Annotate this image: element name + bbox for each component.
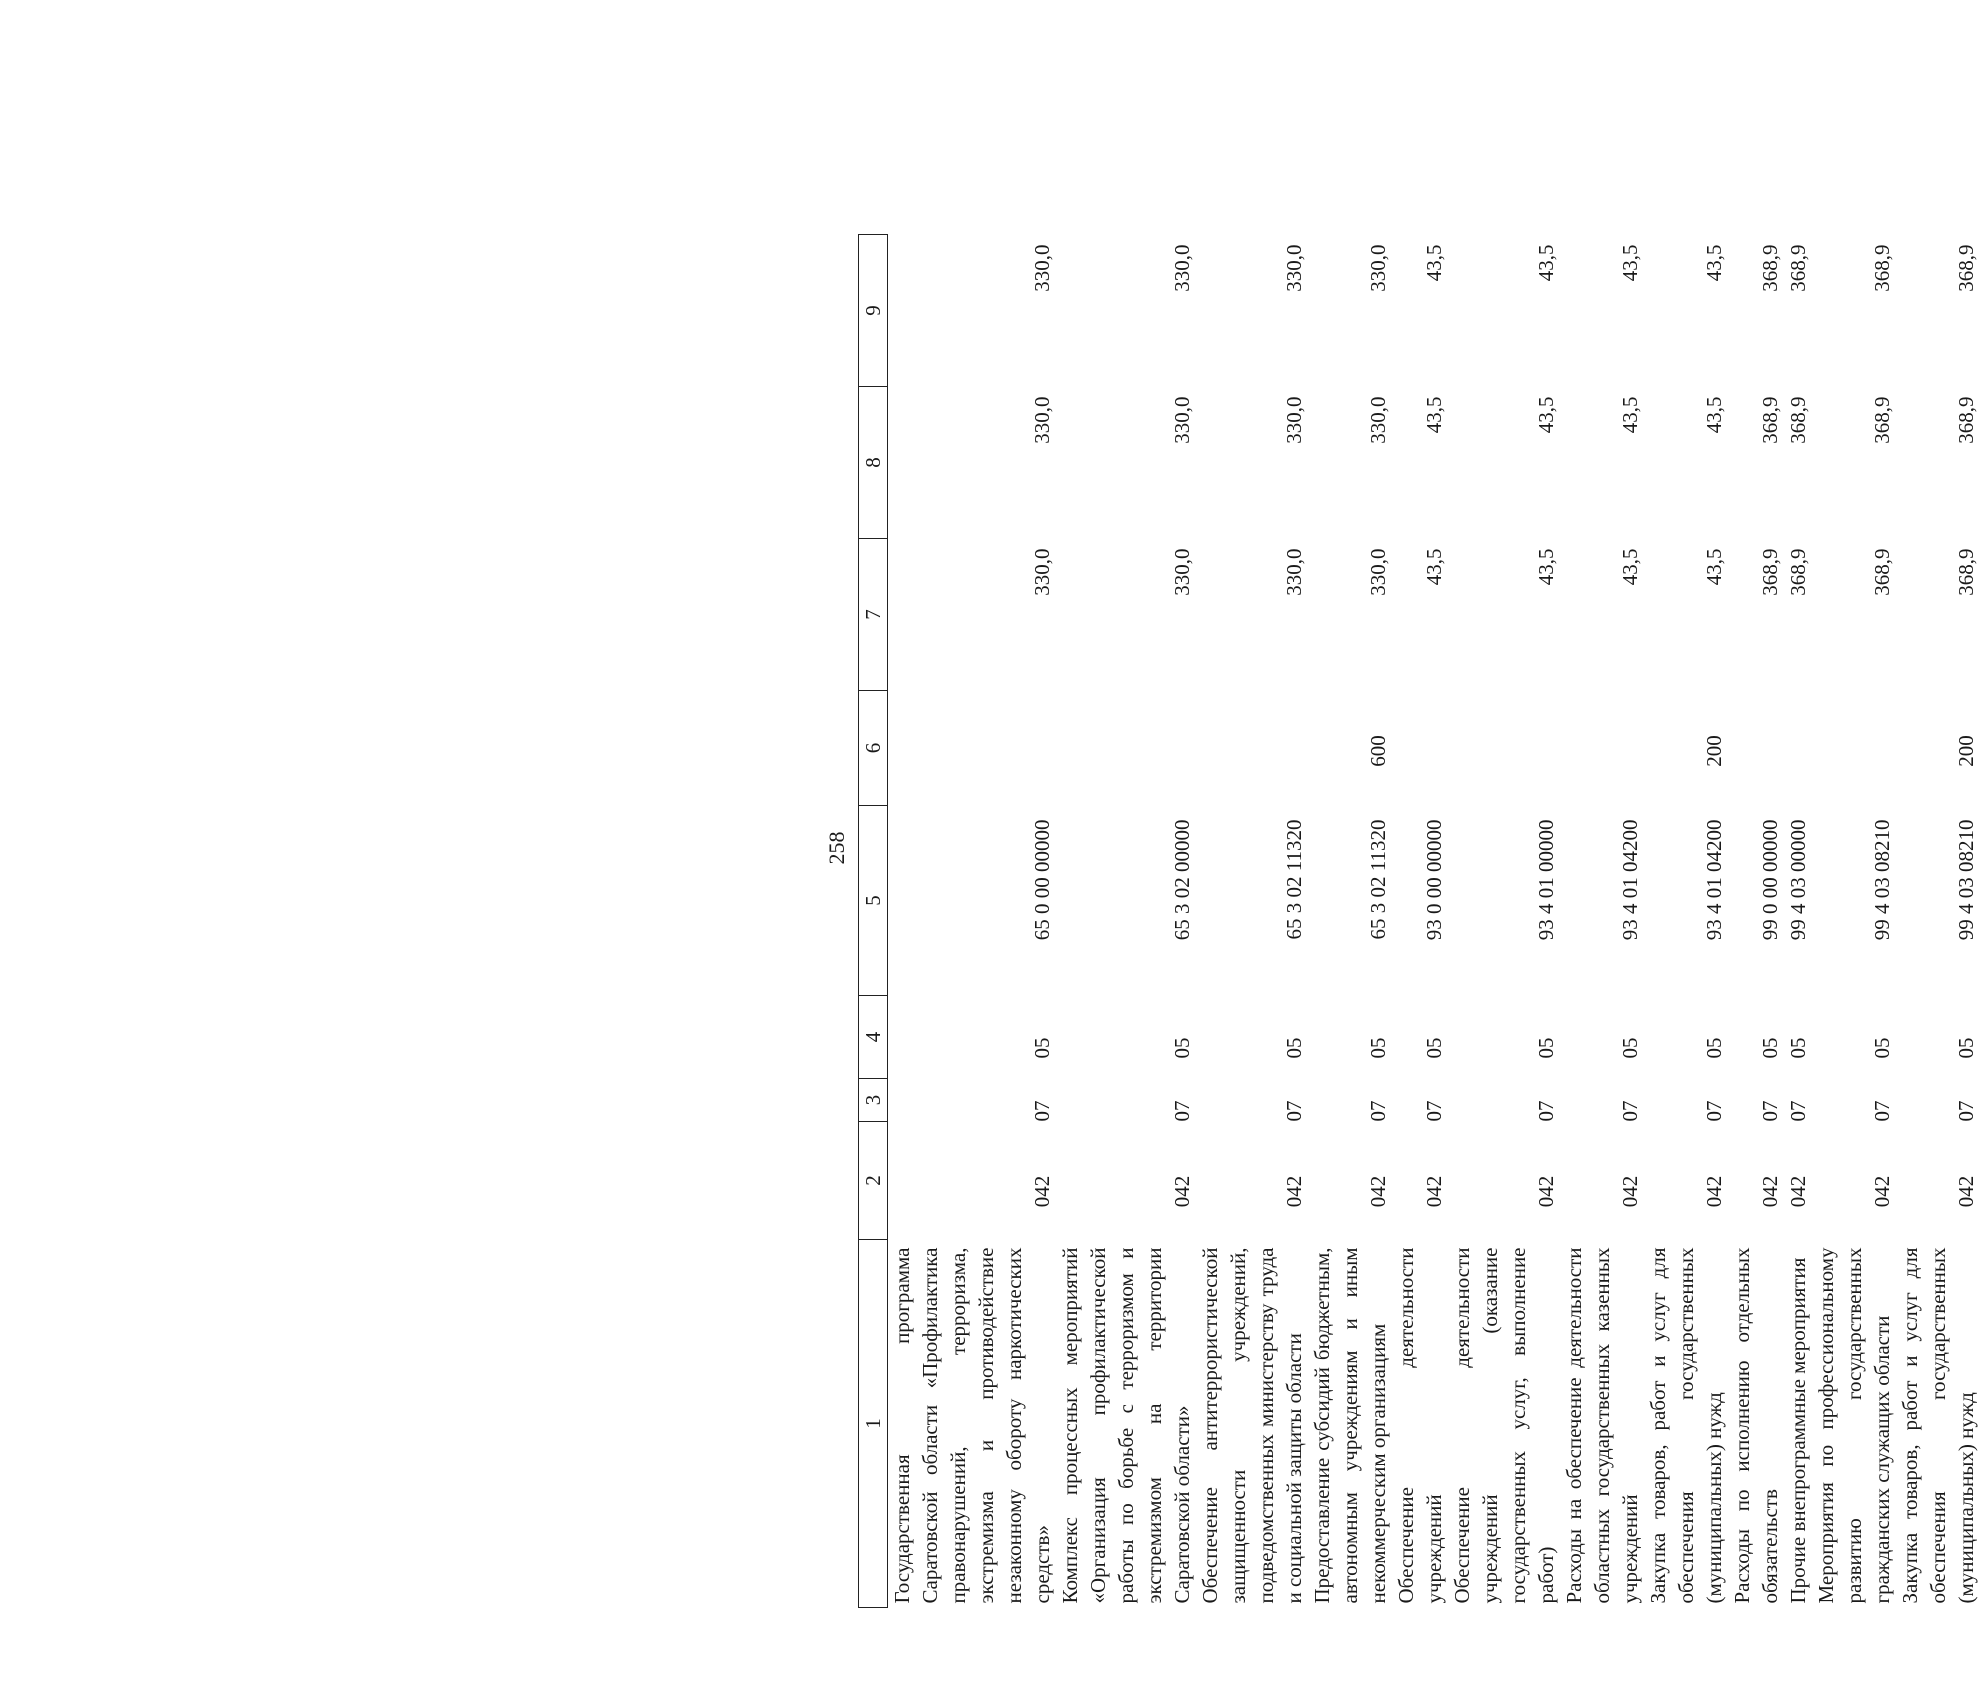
target-article-code: 93 0 00 00000: [1422, 819, 1446, 941]
budget-table: [858, 234, 1980, 1608]
amount-col-8: 43,5: [1702, 396, 1726, 434]
amount-col-8: 368,9: [1870, 396, 1894, 444]
table-row: [1644, 235, 1728, 1608]
column-header: 9: [859, 235, 888, 387]
amount-col-8: 368,9: [1758, 396, 1782, 444]
column-header: 1: [859, 1240, 888, 1608]
table-row: [1308, 235, 1392, 1608]
ministry-code: 042: [1170, 1175, 1194, 1208]
amount-col-9: 43,5: [1702, 244, 1726, 282]
target-article-code: 65 3 02 00000: [1170, 819, 1194, 941]
header-row: [859, 235, 888, 1608]
amount-col-9: 368,9: [1758, 244, 1782, 292]
expense-type-code: [1448, 691, 1560, 806]
subsection-code: 05: [1030, 1037, 1054, 1059]
column-header: 5: [859, 806, 888, 996]
row-description: Государственная программа Саратовской области «Профилактика правонарушений, терроризма, экстремизма и противодействие незаконному обороту наркотических средств»: [890, 1247, 1054, 1604]
row-description: Обеспечение антитеррористической защищенности учреждений, подведомственных министерству труда и социальной защиты области: [1198, 1247, 1306, 1604]
section-code: 07: [1870, 1100, 1894, 1122]
target-article-code: 99 0 00 00000: [1758, 819, 1782, 941]
expense-type-code: [1812, 691, 1896, 806]
target-article-code: 99 4 03 08210: [1954, 819, 1978, 941]
column-header: 3: [859, 1079, 888, 1122]
ministry-code: 042: [1786, 1175, 1810, 1208]
amount-col-9: 330,0: [1366, 244, 1390, 292]
section-code: 07: [1534, 1100, 1558, 1122]
subsection-code: 05: [1534, 1037, 1558, 1059]
amount-col-8: 43,5: [1422, 396, 1446, 434]
amount-col-8: 43,5: [1534, 396, 1558, 434]
row-description: Прочие внепрограммные мероприятия: [1786, 1257, 1810, 1604]
ministry-code: 042: [1870, 1175, 1894, 1208]
amount-col-7: 368,9: [1870, 548, 1894, 596]
table-row: [1196, 235, 1308, 1608]
expense-type-code: [1056, 691, 1196, 806]
section-code: 07: [1786, 1100, 1810, 1122]
column-header: 4: [859, 996, 888, 1079]
amount-col-7: 43,5: [1618, 548, 1642, 586]
table-body: [888, 235, 1980, 1608]
amount-col-7: 330,0: [1030, 548, 1054, 596]
subsection-code: 05: [1870, 1037, 1894, 1059]
expense-type-code: 200: [1702, 735, 1726, 767]
section-code: 07: [1030, 1100, 1054, 1122]
expense-type-code: [1784, 691, 1812, 806]
ministry-code: 042: [1758, 1175, 1782, 1208]
expense-type-code: [1196, 691, 1308, 806]
expense-type-code: [888, 691, 1057, 806]
amount-col-7: 330,0: [1366, 548, 1390, 596]
section-code: 07: [1758, 1100, 1782, 1122]
section-code: 07: [1954, 1100, 1978, 1122]
amount-col-7: 43,5: [1422, 548, 1446, 586]
target-article-code: 65 0 00 00000: [1030, 819, 1054, 941]
column-header: 6: [859, 691, 888, 806]
subsection-code: 05: [1702, 1037, 1726, 1059]
subsection-code: 05: [1282, 1037, 1306, 1059]
subsection-code: 05: [1786, 1037, 1810, 1059]
amount-col-8: 330,0: [1366, 396, 1390, 444]
ministry-code: 042: [1282, 1175, 1306, 1208]
amount-col-8: 368,9: [1786, 396, 1810, 444]
subsection-code: 05: [1954, 1037, 1978, 1059]
amount-col-7: 330,0: [1170, 548, 1194, 596]
target-article-code: 93 4 01 04200: [1702, 819, 1726, 941]
row-description: Обеспечение деятельности учреждений: [1394, 1247, 1446, 1604]
row-description: Расходы по исполнению отдельных обязательств: [1730, 1247, 1782, 1604]
section-code: 07: [1422, 1100, 1446, 1122]
amount-col-9: 43,5: [1534, 244, 1558, 282]
amount-col-9: 368,9: [1954, 244, 1978, 292]
row-description: Расходы на обеспечение деятельности областных государственных казенных учреждений: [1562, 1247, 1642, 1604]
amount-col-7: 43,5: [1534, 548, 1558, 586]
subsection-code: 05: [1618, 1037, 1642, 1059]
target-article-code: 93 4 01 04200: [1618, 819, 1642, 941]
section-code: 07: [1366, 1100, 1390, 1122]
table-row: [1896, 235, 1980, 1608]
amount-col-7: 368,9: [1758, 548, 1782, 596]
amount-col-7: 368,9: [1954, 548, 1978, 596]
amount-col-9: 43,5: [1618, 244, 1642, 282]
table-row: [1812, 235, 1896, 1608]
table-row: [1392, 235, 1448, 1608]
table-row: [888, 235, 1057, 1608]
ministry-code: 042: [1422, 1175, 1446, 1208]
section-code: 07: [1282, 1100, 1306, 1122]
row-description: Обеспечение деятельности учреждений (оказание государственных услуг, выполнение работ): [1450, 1247, 1558, 1604]
ministry-code: 042: [1534, 1175, 1558, 1208]
column-header: 8: [859, 387, 888, 539]
amount-col-9: 368,9: [1786, 244, 1810, 292]
section-code: 07: [1702, 1100, 1726, 1122]
amount-col-9: 330,0: [1282, 244, 1306, 292]
subsection-code: 05: [1170, 1037, 1194, 1059]
target-article-code: 65 3 02 11320: [1282, 819, 1306, 940]
ministry-code: 042: [1618, 1175, 1642, 1208]
ministry-code: 042: [1702, 1175, 1726, 1208]
target-article-code: 65 3 02 11320: [1366, 819, 1390, 940]
ministry-code: 042: [1954, 1175, 1978, 1208]
table-row: [1448, 235, 1560, 1608]
amount-col-9: 43,5: [1422, 244, 1446, 282]
page-number: 258: [824, 831, 849, 865]
amount-col-9: 330,0: [1170, 244, 1194, 292]
table-row: [1784, 235, 1812, 1608]
amount-col-7: 330,0: [1282, 548, 1306, 596]
amount-col-8: 368,9: [1954, 396, 1978, 444]
amount-col-9: 330,0: [1030, 244, 1054, 292]
ministry-code: 042: [1366, 1175, 1390, 1208]
amount-col-8: 43,5: [1618, 396, 1642, 434]
expense-type-code: 200: [1954, 735, 1978, 767]
amount-col-8: 330,0: [1282, 396, 1306, 444]
target-article-code: 99 4 03 00000: [1786, 819, 1810, 941]
row-description: Закупка товаров, работ и услуг для обеспечения государственных (муниципальных) нужд: [1646, 1247, 1726, 1604]
table-row: [1728, 235, 1784, 1608]
table-row: [1056, 235, 1196, 1608]
subsection-code: 05: [1366, 1037, 1390, 1059]
column-header: 2: [859, 1122, 888, 1240]
expense-type-code: [1392, 691, 1448, 806]
expense-type-code: 600: [1366, 735, 1390, 767]
subsection-code: 05: [1422, 1037, 1446, 1059]
amount-col-9: 368,9: [1870, 244, 1894, 292]
row-description: Комплекс процессных мероприятий «Организация профилактической работы по борьбе с терроризмом и экстремизмом на территории Саратовской области»: [1058, 1247, 1194, 1604]
column-header: 7: [859, 539, 888, 691]
amount-col-7: 368,9: [1786, 548, 1810, 596]
expense-type-code: [1560, 691, 1644, 806]
row-description: Предоставление субсидий бюджетным, автономным учреждениям и иным некоммерческим организациям: [1310, 1247, 1390, 1604]
row-description: Мероприятия по профессиональному развитию государственных гражданских служащих области: [1814, 1247, 1894, 1604]
amount-col-8: 330,0: [1170, 396, 1194, 444]
target-article-code: 93 4 01 00000: [1534, 819, 1558, 941]
target-article-code: 99 4 03 08210: [1870, 819, 1894, 941]
row-description: Закупка товаров, работ и услуг для обеспечения государственных (муниципальных) нужд: [1898, 1247, 1978, 1604]
expense-type-code: [1728, 691, 1784, 806]
subsection-code: 05: [1758, 1037, 1782, 1059]
section-code: 07: [1170, 1100, 1194, 1122]
section-code: 07: [1618, 1100, 1642, 1122]
ministry-code: 042: [1030, 1175, 1054, 1208]
table-row: [1560, 235, 1644, 1608]
amount-col-7: 43,5: [1702, 548, 1726, 586]
amount-col-8: 330,0: [1030, 396, 1054, 444]
